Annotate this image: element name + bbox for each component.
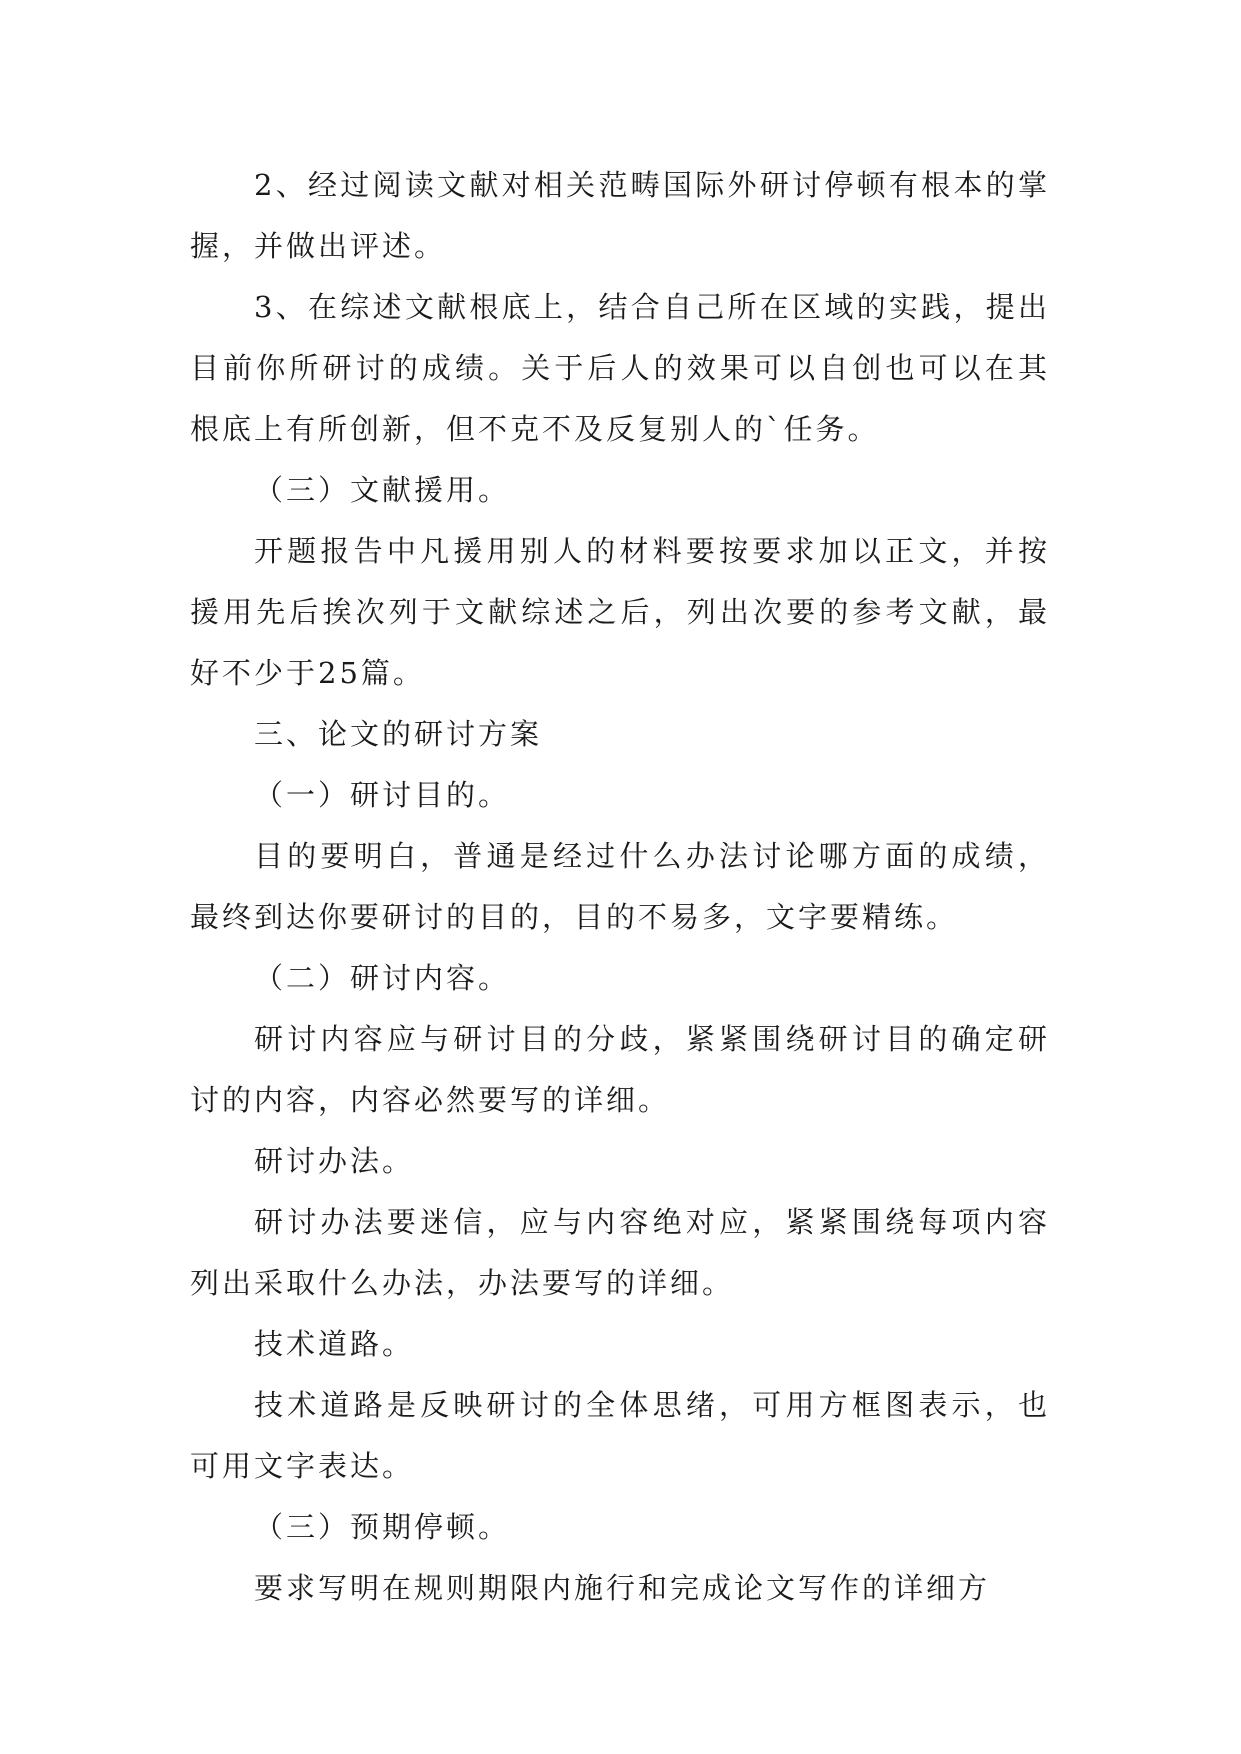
paragraph-technical-route: 技术道路是反映研讨的全体思绪，可用方框图表示，也可用文字表达。 [190, 1388, 1050, 1483]
document-body [190, 155, 1050, 1619]
paragraph-research-content: 研讨内容应与研讨目的分歧，紧紧围绕研讨目的确定研讨的内容，内容必然要写的详细。 [190, 1022, 1050, 1117]
heading-expected-progress: （三）预期停顿。 [254, 1510, 511, 1544]
paragraph-literature-review-point-3: 3、在综述文献根底上，结合自己所在区域的实践，提出目前你所研讨的成绩。关于后人的效果可以自创也可以在其根底上有所创新，但不克不及反复别人的`任务。 [190, 290, 1050, 446]
paragraph-citation-requirements: 开题报告中凡援用别人的材料要按要求加以正文，并按援用先后挨次列于文献综述之后，列出次要的参考文献，最好不少于25篇。 [190, 534, 1050, 690]
heading-research-method: 研讨办法。 [254, 1144, 415, 1178]
paragraph-research-objective: 目的要明白，普通是经过什么办法讨论哪方面的成绩，最终到达你要研讨的目的，目的不易多，文字要精练。 [190, 839, 1050, 934]
paragraph-research-method: 研讨办法要迷信，应与内容绝对应，紧紧围绕每项内容列出采取什么办法，办法要写的详细。 [190, 1205, 1050, 1300]
paragraph-expected-progress: 要求写明在规则期限内施行和完成论文写作的详细方 [254, 1571, 991, 1605]
heading-research-plan: 三、论文的研讨方案 [254, 717, 543, 751]
heading-research-objective: （一）研讨目的。 [254, 778, 511, 812]
heading-technical-route: 技术道路。 [254, 1327, 415, 1361]
heading-research-content: （二）研讨内容。 [254, 961, 511, 995]
heading-literature-citation: （三）文献援用。 [254, 473, 511, 507]
paragraph-literature-review-point-2: 2、经过阅读文献对相关范畴国际外研讨停顿有根本的掌握，并做出评述。 [190, 168, 1050, 263]
